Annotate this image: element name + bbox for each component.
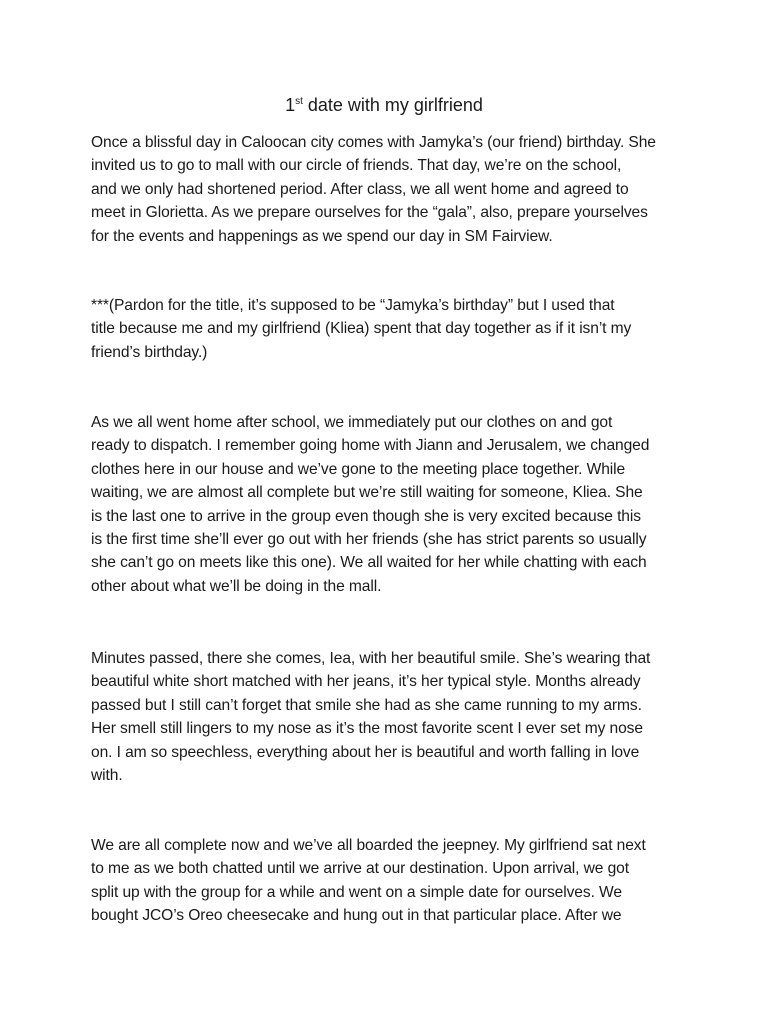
paragraph-line: Once a blissful day in Caloocan city comes with Jamyka’s (our friend) birthday. She (91, 134, 656, 151)
paragraph-line: is the last one to arrive in the group even though she is very excited because this (91, 507, 641, 525)
paragraph-line: Her smell still lingers to my nose as it’s the most favorite scent I ever set my nose (91, 720, 643, 738)
paragraph-1 (91, 131, 681, 248)
paragraph-line: meet in Glorietta. As we prepare ourselves for the “gala”, also, prepare yourselves (91, 204, 648, 222)
paragraph-line: passed but I still can’t forget that smile she had as she came running to my arms. (91, 696, 642, 714)
title-text: date with my girlfriend (302, 95, 483, 115)
paragraph-line: to me as we both chatted until we arrive at our destination. Upon arrival, we got (91, 860, 629, 878)
paragraph-3 (91, 411, 681, 598)
paragraph-line: for the events and happenings as we spend our day in SM Fairview. (91, 227, 553, 245)
title-ordinal-suffix: st (295, 96, 303, 107)
paragraph-line: on. I am so speechless, everything about her is beautiful and worth falling in love (91, 743, 640, 761)
paragraph-2 (91, 294, 681, 364)
paragraph-line: beautiful white short matched with her jeans, it’s her typical style. Months already (91, 673, 641, 691)
document-title (0, 92, 768, 118)
paragraph-line: is the first time she’ll ever go out with her friends (she has strict parents so usually (91, 531, 647, 549)
paragraph-line: ***(Pardon for the title, it’s supposed to be “Jamyka’s birthday” but I used that (91, 297, 615, 314)
title-number: 1 (285, 95, 296, 115)
paragraph-line: Minutes passed, there she comes, Iea, with her beautiful smile. She’s wearing that (91, 650, 651, 667)
paragraph-line: invited us to go to mall with our circle of friends. That day, we’re on the school, (91, 157, 622, 175)
paragraph-4 (91, 647, 681, 787)
paragraph-line: ready to dispatch. I remember going home with Jiann and Jerusalem, we changed (91, 437, 650, 455)
paragraph-line: bought JCO’s Oreo cheesecake and hung out in that particular place. After we (91, 907, 622, 925)
paragraph-line: split up with the group for a while and went on a simple date for ourselves. We (91, 883, 622, 901)
paragraph-line: As we all went home after school, we immediately put our clothes on and got (91, 414, 613, 431)
paragraph-line: friend’s birthday.) (91, 343, 208, 361)
paragraph-line: and we only had shortened period. After class, we all went home and agreed to (91, 180, 629, 198)
paragraph-line: waiting, we are almost all complete but we’re still waiting for someone, Kliea. She (91, 484, 643, 502)
paragraph-5 (91, 834, 681, 928)
paragraph-line: she can’t go on meets like this one). We all waited for her while chatting with each (91, 554, 647, 572)
paragraph-line: with. (91, 767, 123, 785)
paragraph-line: We are all complete now and we’ve all boarded the jeepney. My girlfriend sat next (91, 837, 646, 854)
paragraph-line: other about what we’ll be doing in the mall. (91, 577, 382, 595)
paragraph-line: title because me and my girlfriend (Kliea) spent that day together as if it isn’t my (91, 320, 632, 338)
paragraph-line: clothes here in our house and we’ve gone to the meeting place together. While (91, 460, 626, 478)
